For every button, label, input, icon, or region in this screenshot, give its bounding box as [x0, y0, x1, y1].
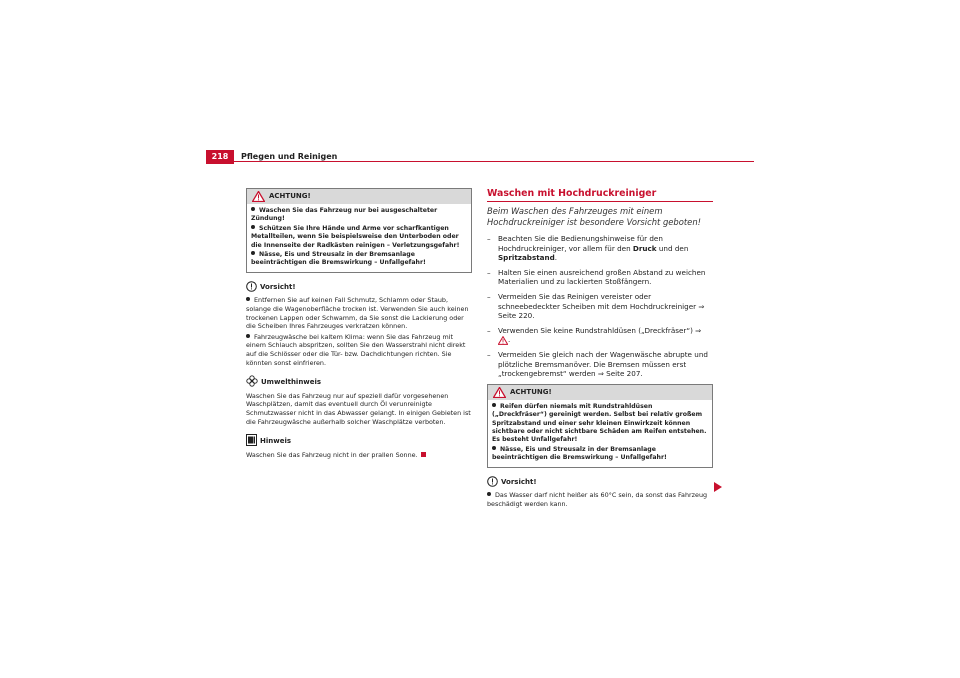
- header-rule: [206, 161, 754, 162]
- hint-header: [246, 434, 472, 449]
- caution-exclamation-icon: [487, 476, 501, 490]
- caution-heading: Vorsicht!: [260, 283, 296, 292]
- step-item: – Beachten Sie die Bedienungshinweise für den Hochdruckreiniger, vor allem für den Druck und den Spritzabstand.: [487, 234, 689, 263]
- warning-triangle-icon: [493, 387, 506, 404]
- warning-triangle-icon: [498, 335, 508, 344]
- page-number: 218: [206, 150, 234, 164]
- warning-item: Nässe, Eis und Streusalz in der Bremsanlage beeinträchtigen die Bremswirkung – Unfallgefahr!: [492, 445, 667, 462]
- step-list: [487, 234, 713, 379]
- left-column: [246, 188, 472, 461]
- step-item: – Vermeiden Sie das Reinigen vereister oder schneebedeckter Scheiben mit dem Hochdruckreiniger ⇒ Seite 220.: [487, 291, 705, 321]
- environment-text: Waschen Sie das Fahrzeug nur auf speziell dafür vorgesehenen Waschplätzen, damit das eventuell durch Öl verunreinigte Schmutzwasser nicht in das Abwasser gelangt. In einigen Gebieten ist die Fahrzeugwäsche außerhalb solcher Waschplätze verboten.: [246, 391, 471, 426]
- warning-body: [247, 204, 471, 272]
- caution-item: Fahrzeugwäsche bei kaltem Klima: wenn Sie das Fahrzeug mit einem Schlauch abspritzen, sollten Sie den Wasserstrahl nicht direkt auf die Schlösser oder die Tür- bzw. Dachdichtungen richten. Sie könnten sonst einfrieren.: [246, 332, 466, 367]
- warning-body: [488, 400, 712, 467]
- warning-item: Nässe, Eis und Streusalz in der Bremsanlage beeinträchtigen die Bremswirkung – Unfallgefahr!: [251, 251, 426, 267]
- section-end-icon: [421, 452, 426, 457]
- hint-note-icon: [246, 434, 260, 449]
- section-rule: [487, 201, 713, 202]
- warning-heading: ACHTUNG!: [269, 192, 311, 200]
- running-title: Pflegen und Reinigen: [241, 152, 338, 161]
- right-column: [487, 188, 713, 510]
- hint-text: Waschen Sie das Fahrzeug nicht in der prallen Sonne.: [246, 451, 472, 460]
- environment-header: [246, 375, 472, 390]
- section-title: Waschen mit Hochdruckreiniger: [487, 188, 657, 199]
- caution-header: [246, 281, 472, 295]
- warning-box: [487, 384, 713, 468]
- caution-exclamation-icon: [246, 281, 260, 295]
- environment-body: [246, 392, 472, 426]
- warning-item: Schützen Sie Ihre Hände und Arme vor scharfkantigen Metallteilen, wenn Sie beispielsweise den Unterboden oder die Innenseite der Radkästen reinigen – Verletzungsgefahr!: [251, 224, 460, 249]
- step-item: – Verwenden Sie keine Rundstrahldüsen („Dreckfräser“) ⇒ .: [487, 325, 702, 345]
- hint-heading: Hinweis: [260, 437, 292, 446]
- warning-header: [488, 385, 712, 400]
- caution-item: Das Wasser darf nicht heißer als 60°C sein, da sonst das Fahrzeug beschädigt werden kann.: [487, 491, 708, 508]
- warning-item: Reifen dürfen niemals mit Rundstrahldüsen („Dreckfräser“) gereinigt werden. Selbst bei relativ großem Spritzabstand und einer sehr kleinen Einwirkzeit können sichtbare oder nicht sichtbare Schäden am Reifen entstehen. Es besteht Unfallgefahr!: [492, 402, 707, 444]
- caution-body: [487, 491, 713, 508]
- warning-box: [246, 188, 472, 273]
- step-item: – Halten Sie einen ausreichend großen Abstand zu weichen Materialien und zu lackierten Stoßfängern.: [487, 267, 706, 287]
- hint-body: [246, 451, 472, 460]
- step-item: – Vermeiden Sie gleich nach der Wagenwäsche abrupte und plötzliche Bremsmanöver. Die Bremsen müssen erst „trockengebremst“ werden ⇒ Seite 207.: [487, 349, 708, 379]
- warning-item: Waschen Sie das Fahrzeug nur bei ausgeschalteter Zündung!: [251, 207, 438, 223]
- caution-body: [246, 296, 472, 367]
- warning-heading: ACHTUNG!: [510, 387, 552, 396]
- warning-header: [247, 189, 471, 204]
- caution-header: [487, 476, 713, 490]
- next-page-arrow-icon[interactable]: [714, 477, 722, 496]
- environment-flower-icon: [246, 375, 261, 390]
- caution-heading: Vorsicht!: [501, 478, 537, 487]
- caution-item: Entfernen Sie auf keinen Fall Schmutz, Schlamm oder Staub, solange die Wagenoberfläche trocken ist. Verwenden Sie auch keinen trockenen Lappen oder Schwamm, da Sie sonst die Lackierung oder die Scheiben Ihres Fahrzeuges verkratzen können.: [246, 296, 469, 331]
- section-intro: Beim Waschen des Fahrzeuges mit einem Hochdruckreiniger ist besondere Vorsicht geboten!: [487, 206, 701, 227]
- warning-triangle-icon: [252, 191, 265, 208]
- environment-heading: Umwelthinweis: [261, 378, 322, 387]
